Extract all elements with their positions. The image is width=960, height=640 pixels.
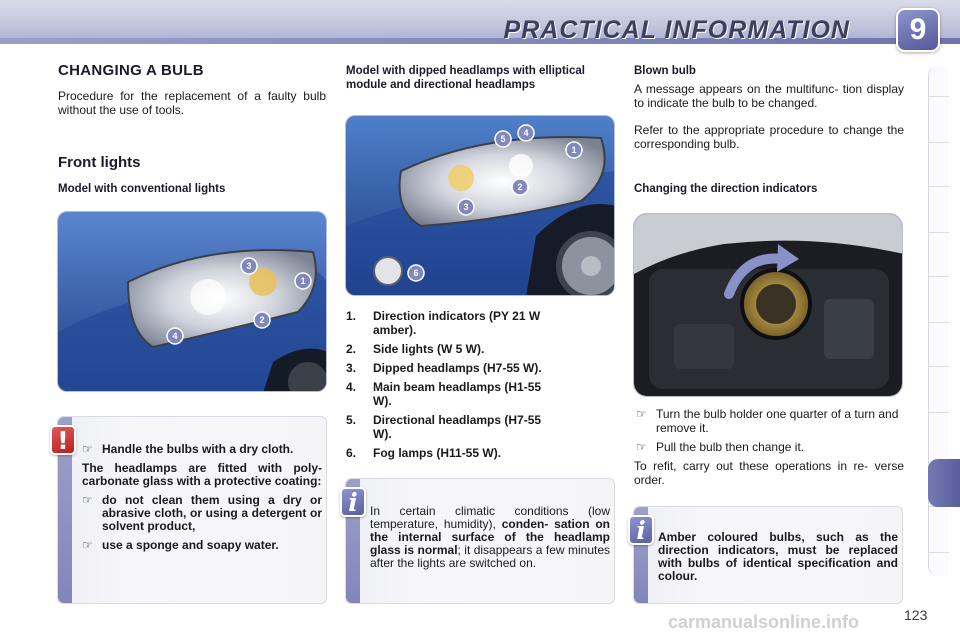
page-number: 123 — [904, 607, 928, 623]
callout-5: 5 — [500, 134, 506, 144]
chapter-badge: 9 — [896, 8, 940, 52]
list-item: 3. Dipped headlamps (H7-55 W). — [346, 361, 542, 375]
pointing-hand-icon: ☞ — [636, 407, 647, 421]
callout-6: 6 — [413, 268, 419, 278]
callout-2: 2 — [259, 315, 265, 325]
info-icon: i — [340, 487, 366, 517]
callout-4: 4 — [523, 128, 529, 138]
pointing-hand-icon: ☞ — [82, 493, 93, 507]
callout-1: 1 — [571, 145, 577, 155]
pointing-hand-icon: ☞ — [636, 440, 647, 454]
warning-text: ☞ Handle the bulbs with a dry cloth. The headlamps are fitted with poly- carbonate glass with a protective coating: ☞ do not clean them using a dry or abrasive cloth, or using a detergent or solvent product, ☞ use a sponge and soapy water. — [82, 442, 322, 552]
front-lights-heading: Front lights — [58, 154, 141, 171]
condensation-text: In certain climatic conditions (low temperature, humidity), conden- sation on the internal surface of the headlamp glass is normal; it disappears a few minutes after the lights are switched on. — [370, 504, 610, 570]
watermark: carmanualsonline.info — [668, 612, 860, 632]
page-title: PRACTICAL INFORMATION — [503, 16, 850, 44]
callout-1: 1 — [300, 276, 306, 286]
callout-3: 3 — [463, 202, 469, 212]
section-heading: CHANGING A BULB — [58, 62, 204, 79]
list-item: 5. Directional headlamps (H7-55 W). — [346, 413, 542, 441]
conventional-heading: Model with conventional lights — [58, 183, 226, 195]
blown-bulb-refer: Refer to the appropriate procedure to change the corresponding bulb. — [634, 123, 904, 151]
conventional-headlamp-photo — [57, 211, 327, 392]
direction-indicator-photo — [633, 213, 903, 397]
list-item: 2. Side lights (W 5 W). — [346, 342, 485, 356]
bullet-pull-bulb: ☞ Pull the bulb then change it. — [636, 440, 805, 454]
info-icon: i — [628, 515, 654, 545]
pointing-hand-icon: ☞ — [82, 538, 93, 552]
bulb-list — [346, 309, 616, 465]
callout-3: 3 — [246, 261, 252, 271]
callout-2: 2 — [517, 182, 523, 192]
refit-text: To refit, carry out these operations in re- verse order. — [634, 459, 904, 487]
callout-4: 4 — [172, 331, 178, 341]
elliptical-heading: Model with dipped headlamps with elliptical module and directional headlamps — [346, 65, 585, 91]
list-item: 6. Fog lamps (H11-55 W). — [346, 446, 502, 460]
elliptical-headlamp-photo — [345, 115, 615, 296]
warning-icon: ! — [50, 425, 76, 455]
bullet-turn-holder: ☞ Turn the bulb holder one quarter of a turn and remove it. — [636, 407, 899, 435]
intro-text: Procedure for the replacement of a faulty bulb without the use of tools. — [58, 89, 326, 117]
pointing-hand-icon: ☞ — [82, 442, 93, 456]
blown-bulb-text: A message appears on the multifunc- tion display to indicate the bulb to be changed. — [634, 82, 904, 110]
direction-indicators-heading: Changing the direction indicators — [634, 183, 818, 195]
blown-bulb-heading: Blown bulb — [634, 65, 696, 77]
amber-bulbs-text: Amber coloured bulbs, such as the direction indicators, must be replaced with bulbs of identical specification and colour. — [658, 530, 898, 583]
chapter-tab-active[interactable] — [928, 459, 960, 507]
list-item: 1. Direction indicators (PY 21 W amber). — [346, 309, 541, 337]
list-item: 4. Main beam headlamps (H1-55 W). — [346, 380, 542, 408]
